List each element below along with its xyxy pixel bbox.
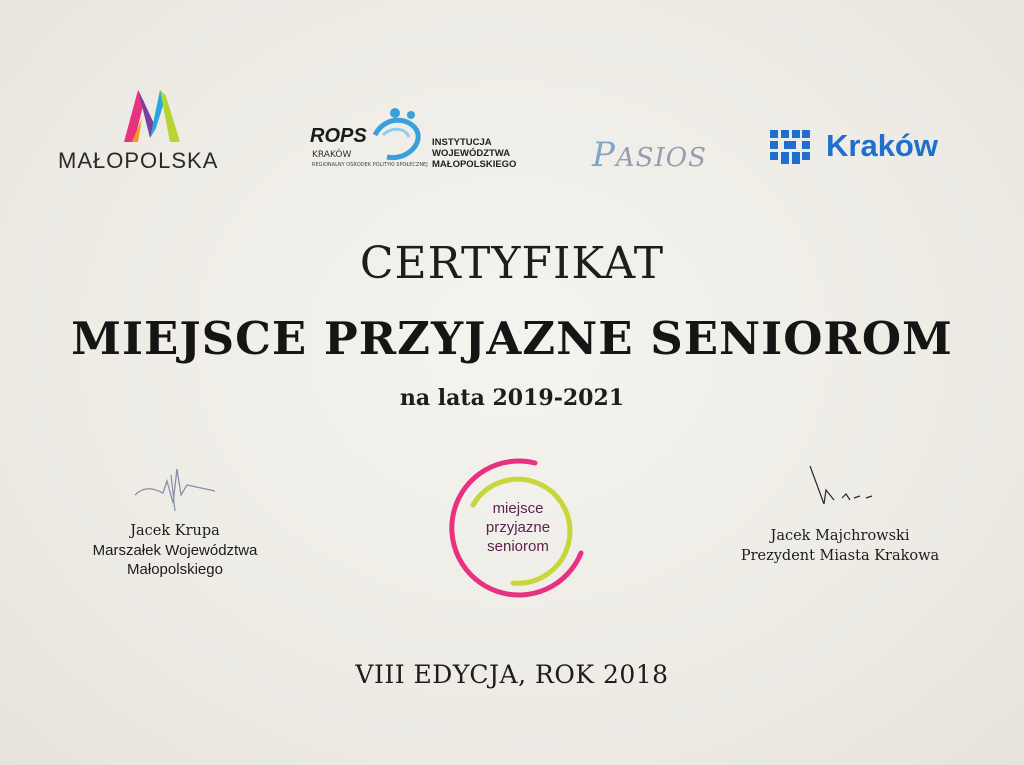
signature-right-image	[780, 460, 900, 522]
signature-block-left	[70, 455, 280, 579]
certificate-edition: VIII EDYCJA, ROK 2018	[355, 660, 669, 689]
signatory-left-role-line1: Marszałek Województwa	[92, 542, 258, 559]
certificate-title: CERTYFIKAT	[359, 238, 665, 289]
seal-logo	[443, 455, 593, 605]
pasios-initial: P	[592, 135, 616, 175]
rops-institution-line1: INSTYTUCJA	[432, 137, 492, 148]
rops-swirl-icon	[365, 105, 427, 165]
rops-subtitle: REGIONALNY OŚRODEK POLITYKI SPOŁECZNEJ	[312, 162, 428, 168]
signatory-right-role: Prezydent Miasta Krakowa	[740, 548, 940, 564]
pasios-wordmark: ASIOS	[615, 143, 707, 173]
rops-city: KRAKÓW	[312, 150, 352, 160]
rops-institution-line2: WOJEWÓDZTWA	[432, 148, 511, 159]
malopolska-mark-icon	[122, 88, 184, 143]
malopolska-wordmark: MAŁOPOLSKA	[58, 148, 219, 173]
certificate-subtitle: MIEJSCE PRZYJAZNE SENIOROM	[71, 312, 953, 365]
signature-block-right	[715, 460, 965, 566]
certificate-years: na lata 2019-2021	[399, 385, 625, 411]
signatory-left-role-line2: Małopolskiego	[127, 561, 223, 578]
seal-line1: miejsce	[492, 500, 544, 517]
seal-line2: przyjazne	[485, 519, 551, 536]
krakow-mark-icon	[770, 130, 810, 164]
rops-wordmark: ROPS	[310, 125, 367, 147]
rops-institution-text	[432, 137, 516, 170]
malopolska-logo	[52, 88, 252, 178]
rops-logo	[310, 105, 540, 185]
signatory-right-name: Jacek Majchrowski	[770, 528, 910, 544]
krakow-wordmark: Kraków	[826, 128, 938, 163]
pasios-logo	[592, 135, 722, 175]
signatory-left-name: Jacek Krupa	[130, 523, 220, 539]
rops-institution-line3: MAŁOPOLSKIEGO	[432, 159, 517, 170]
krakow-logo	[770, 128, 970, 168]
seal-line3: seniorom	[487, 538, 549, 555]
signature-left-image	[115, 455, 235, 517]
